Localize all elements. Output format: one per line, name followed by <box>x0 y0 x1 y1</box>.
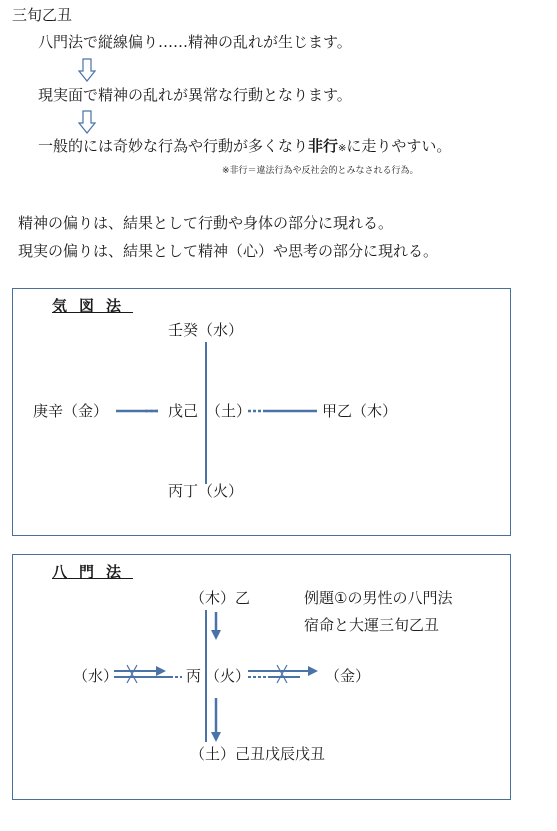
hachimon-center-stem: 丙 <box>186 667 202 685</box>
kizu-top-water: 壬癸（水） <box>168 321 244 339</box>
hachimon-note-line-2: 宿命と大運三旬乙丑 <box>304 616 440 634</box>
hachimon-title: 八門法 <box>52 563 134 581</box>
statement-line-1: 八門法で縦線偏り……精神の乱れが生じます。 <box>38 33 352 51</box>
hachimon-note-line-1: 例題①の男性の八門法 <box>304 589 453 607</box>
kizu-title: 気図法 <box>52 297 134 315</box>
kizu-center-element: （土） <box>206 402 252 420</box>
footnote: ※非行＝違法行為や反社会的とみなされる行為。 <box>222 166 419 176</box>
hachimon-left-water: （水） <box>73 667 119 685</box>
kizu-left-metal: 庚辛（金） <box>33 402 109 420</box>
statement-line-3-text: 一般的には奇妙な行為や行動が多くなり <box>38 137 309 155</box>
kizu-right-wood: 甲乙（木） <box>322 402 398 420</box>
statement-line-2: 現実面で精神の乱れが異常な行動となります。 <box>38 86 352 104</box>
hachimon-bottom-earth: （土）己丑戊辰戊丑 <box>190 745 326 763</box>
statement-line-3-end: に走りやすい。 <box>346 137 452 155</box>
footnote-mark: ※ <box>338 143 347 154</box>
delinquency-term: 非行 <box>308 137 339 155</box>
paragraph-2: 現実の偏りは、結果として精神（心）や思考の部分に現れる。 <box>18 242 439 260</box>
hachimon-top-wood: （木）乙 <box>190 589 251 607</box>
hachimon-center-element: （火） <box>205 667 251 685</box>
hachimon-right-metal: （金） <box>325 667 371 685</box>
kizu-center-stems: 戊己 <box>168 402 199 420</box>
page-title: 三旬乙丑 <box>12 6 73 24</box>
paragraph-1: 精神の偏りは、結果として行動や身体の部分に現れる。 <box>18 214 394 232</box>
hachimon-center-fire <box>186 669 250 684</box>
kizu-bottom-fire: 丙丁（火） <box>168 482 244 500</box>
